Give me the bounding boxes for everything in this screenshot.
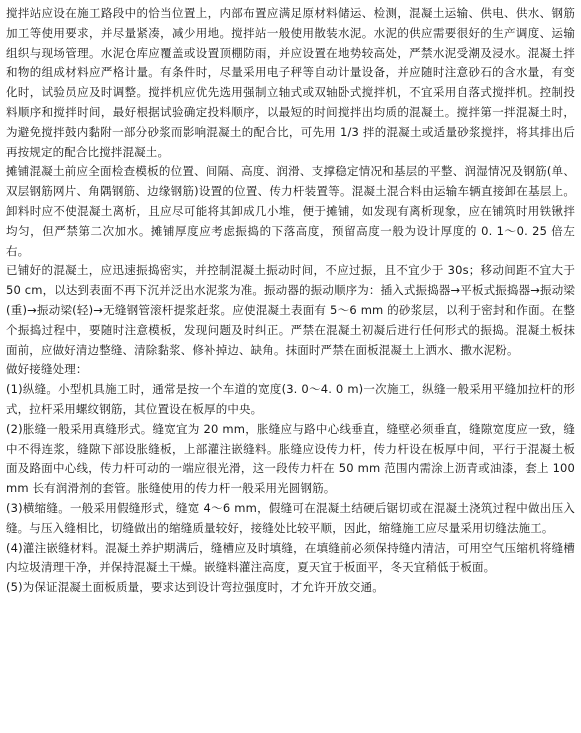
paragraph-longitudinal-joint: (1)纵缝。小型机具施工时，通常是按一个车道的宽度(3. 0～4. 0 m)一次施工，纵缝一般采用平缝加拉杆的形式，拉杆采用螺纹钢筋，其位置设在板厚的中央。 <box>6 382 575 416</box>
paragraph-open-traffic: (5)为保证混凝土面板质量，要求达到设计弯拉强度时，才允许开放交通。 <box>6 580 384 595</box>
paragraph-contraction-joint: (3)横缩缝。一般采用假缝形式，缝宽 4～6 mm，假缝可在混凝土结硬后锯切或在混凝土浇筑过程中做出压入缝。与压入缝相比，切缝做出的缩缝质量较好，接缝处比较平顺，因此，缩缝施工应尽量采用切缝法施工。 <box>6 500 575 535</box>
paragraph-joint-sealant: (4)灌注嵌缝材料。混凝土养护期满后，缝槽应及时填缝，在填缝前必须保持缝内清洁，可用空气压缩机将缝槽内垃圾清理干净，并保持混凝土干燥。嵌缝料灌注高度，夏天宜于板面平，冬天宜稍低于板面。 <box>6 540 575 575</box>
paragraph-joint-heading: 做好接缝处理： <box>6 362 88 377</box>
paragraph-paving: 摊铺混凝土前应全面检查模板的位置、间隔、高度、润滑、支撑稳定情况和基层的平整、润湿情况及钢筋(单、双层钢筋网片、角隅钢筋、边缘钢筋)设置的位置、传力杆装置等。混凝土混合料由运输车辆直接卸在基层上。卸料时应不使混凝土离析，且应尽可能将其卸成几小堆，便于摊铺，如发现有离析现象，应在铺筑时用铁锹拌均匀，但严禁第二次加水。摊铺厚度应考虑振捣的下落高度，预留高度一般为设计厚度的 0. 1～0. 25 倍左右。 <box>6 164 575 258</box>
paragraph-mixing-station: 搅拌站应设在施工路段中的恰当位置上，内部布置应满足原材料储运、检测，混凝土运输、供电、供水、钢筋加工等使用要求，并尽量紧凑，减少用地。搅拌站一般使用散装水泥。水泥的供应需要很好的生产调度、运输组织与现场管理。水泥仓库应覆盖或设置顶棚防雨，并应设置在地势较高处，严禁水泥受潮及浸水。混凝土拌和物的组成材料应严格计量。有条件时，尽量采用电子秤等自动计量设备，并应随时注意砂石的含水量，有变化时，试验员应及时调整。搅拌机应优先选用强制立轴式或双轴卧式搅拌机，不宜采用自落式搅拌机。控制投料顺序和搅拌时间，最好根据试验确定投料顺序，以最短的时间搅拌出均质的混凝土。搅拌第一拌混凝土时，为避免搅拌鼓内黏附一部分砂浆而影响混凝土的配合比，可先用 1/3 拌的混凝土或适量砂浆搅拌，将其排出后再按规定的配合比搅拌混凝土。 <box>6 6 575 159</box>
paragraph-expansion-joint: (2)胀缝一般采用真缝形式。缝宽宜为 20 mm，胀缝应与路中心线垂直，缝壁必须垂直，缝隙宽度应一致，缝中不得连浆，缝隙下部设胀缝板，上部灌注嵌缝料。胀缝应设传力杆，传力杆设在板厚中间，平行于混凝土板面及路面中心线，传力杆可动的一端应很光滑，这一段传力杆在 50 mm 范围内需涂上沥青或油漆，套上 100 mm 长有润滑剂的套管。胀缝使用的传力杆一般采用光圆钢筋。 <box>6 421 575 496</box>
paragraph-vibration: 已铺好的混凝土，应迅速振捣密实，并控制混凝土振动时间，不应过振，且不宜少于 30s；移动间距不宜大于 50 cm，以达到表面不再下沉并泛出水泥浆为准。振动器的振动顺序为：插入式振捣器→平板式振捣器→振动梁(重)→振动梁(轻)→无缝钢管滚杆提浆赶浆。应使混凝土表面有 5～6 mm 的砂浆层，以利于密封和作面。在整个振捣过程中，要随时注意模板，发现问题及时纠正。严禁在混凝土初凝后进行任何形式的振捣。混凝土板抹面前，应做好清边整缝、清除黏浆、修补掉边、缺角。抹面时严禁在面板混凝土上洒水、撒水泥粉。 <box>6 263 575 357</box>
